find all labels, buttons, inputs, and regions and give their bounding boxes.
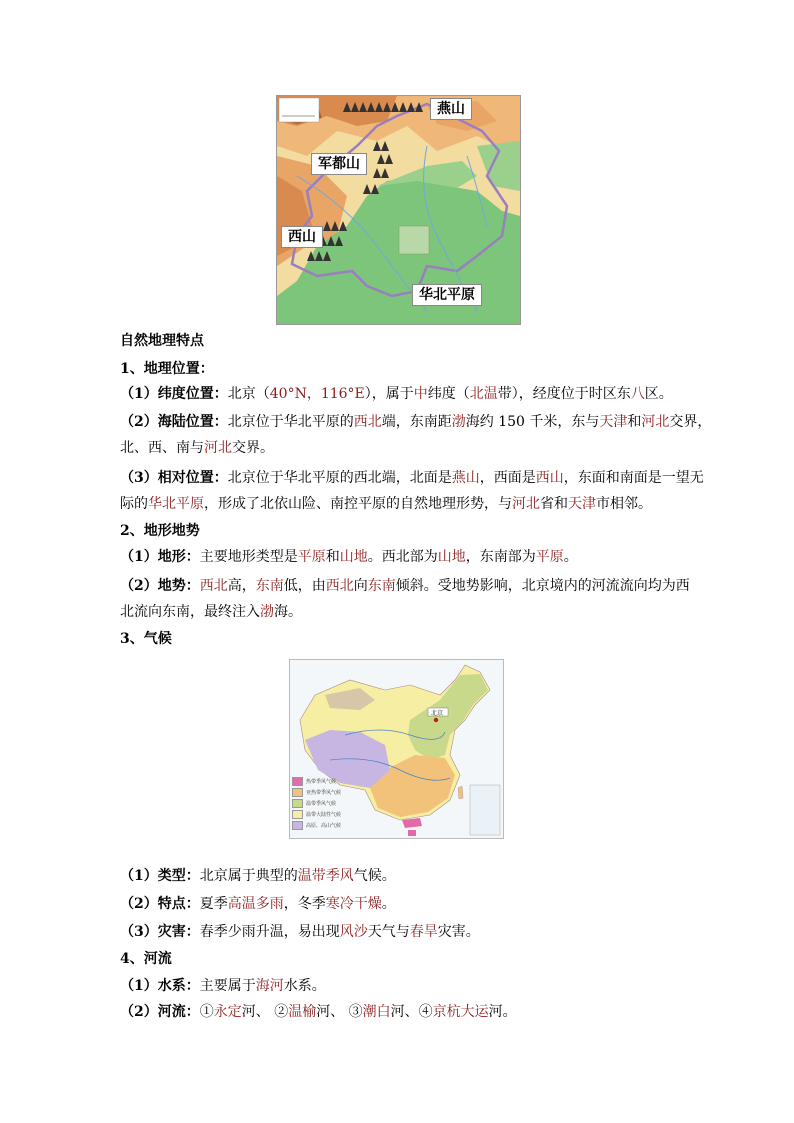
para-climate-type: （1）类型：北京属于典型的温带季风气候。 xyxy=(120,868,396,884)
beijing-map-label: 北京 xyxy=(431,710,444,717)
para-climate-features: （2）特点：夏季高温多雨，冬季寒冷干燥。 xyxy=(120,896,396,912)
heading-rivers: 4、河流 xyxy=(120,951,172,967)
legend-item: 温带大陆性气候 xyxy=(292,809,341,820)
para-latitude: （1）纬度位置：北京（40°N，116°E），属于中纬度（北温带），经度位于时区东八区。 xyxy=(120,386,673,402)
legend-swatch xyxy=(292,810,303,819)
heading-terrain: 2、地形地势 xyxy=(120,523,200,539)
legend-swatch xyxy=(292,799,303,808)
china-climate-map xyxy=(289,659,504,839)
para-climate-hazards: （3）灾害：春季少雨升温，易出现风沙天气与春旱灾害。 xyxy=(120,924,480,940)
para-relative-2: 际的华北平原，形成了北依山险、南控平原的自然地理形势，与河北省和天津市相邻。 xyxy=(120,496,652,512)
para-land-sea-1: （2）海陆位置：北京位于华北平原的西北端，东南距渤海约 150 千米，东与天津和河北交界， xyxy=(120,414,712,430)
label-jundushan: 军都山 xyxy=(311,153,367,175)
para-landform: （1）地形：主要地形类型是平原和山地。西北部为山地，东南部为平原。 xyxy=(120,549,578,565)
label-huabei-plain: 华北平原 xyxy=(412,284,482,306)
legend-item: 高原、高山气候 xyxy=(292,820,341,831)
climate-legend xyxy=(292,776,341,831)
label-yanshan: 燕山 xyxy=(430,98,472,120)
para-drainage: （1）水系：主要属于海河水系。 xyxy=(120,978,326,994)
legend-item: 热带季风气候 xyxy=(292,776,341,787)
label-xishan: 西山 xyxy=(281,226,323,248)
para-river-list: （2）河流：①永定河、 ②温榆河、 ③潮白河、④京杭大运河。 xyxy=(120,1004,517,1020)
para-relief-1: （2）地势：西北高，东南低，由西北向东南倾斜。受地势影响，北京境内的河流流向均为西 xyxy=(120,578,690,594)
para-relative-1: （3）相对位置：北京位于华北平原的西北端，北面是燕山，西面是西山，东面和南面是一望无 xyxy=(120,470,704,486)
heading-climate: 3、气候 xyxy=(120,631,172,647)
terrain-map-graphic xyxy=(277,96,520,324)
legend-item: 亚热带季风气候 xyxy=(292,787,341,798)
legend-swatch xyxy=(292,821,303,830)
legend-swatch xyxy=(292,777,303,786)
beijing-terrain-map xyxy=(276,95,521,325)
legend-item: 温带季风气候 xyxy=(292,798,341,809)
section-title: 自然地理特点 xyxy=(120,333,204,349)
para-land-sea-2: 北、西、南与河北交界。 xyxy=(120,440,274,456)
heading-geo-location: 1、地理位置： xyxy=(120,361,214,377)
legend-swatch xyxy=(292,788,303,797)
para-relief-2: 北流向东南，最终注入渤海。 xyxy=(120,604,302,620)
